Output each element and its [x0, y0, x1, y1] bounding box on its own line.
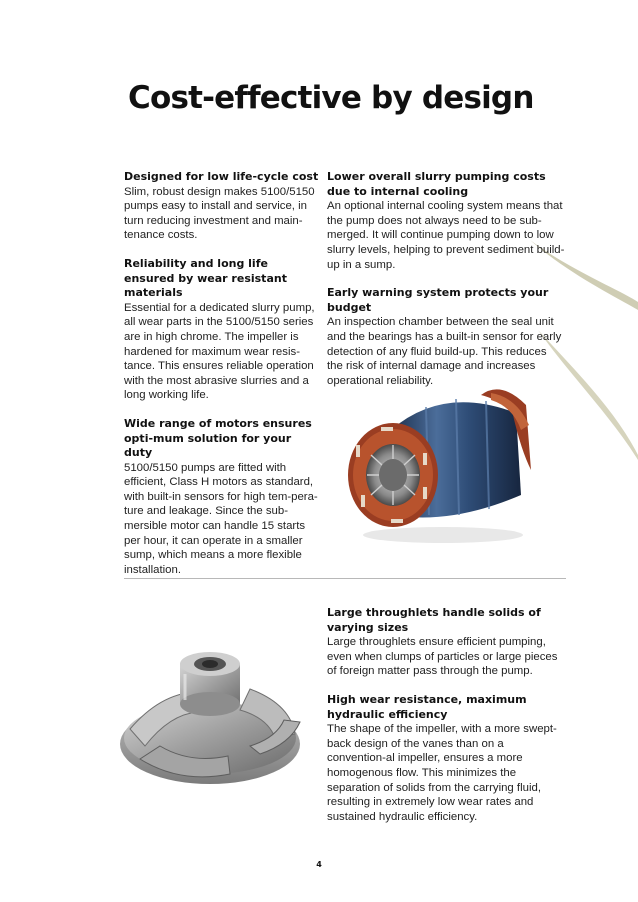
section-heading: Large throughlets handle solids of varying sizes — [327, 606, 541, 634]
right-column — [327, 170, 565, 402]
section-heading: Reliability and long life ensured by wear resistant materials — [124, 256, 287, 300]
section-low-life-cycle-cost — [124, 170, 320, 243]
section-divider — [124, 578, 566, 579]
section-body: Large throughlets ensure efficient pumping, even when clumps of particles or large pieces of foreign matter pass through the pump. — [327, 636, 558, 678]
page-title: Cost-effective by design — [128, 80, 534, 116]
section-body: 5100/5150 pumps are fitted with efficient, Class H motors as standard, with built-in sensors for high tem-pera-ture and leakage. Since the sub-mersible motor can handle 15 starts per hour, it can operate in a smaller sump, which means a more flexible installation. — [124, 461, 318, 576]
section-reliability — [124, 257, 320, 403]
section-body: Essential for a dedicated slurry pump, all wear parts in the 5100/5150 series are in high chrome. The impeller is hardened for maximum wear resis-tance. This ensures reliable operation with the most abrasive slurries and a long working life. — [124, 301, 315, 402]
section-body: An inspection chamber between the seal unit and the bearings has a built-in sensor for early detection of any fluid build-up. This reduces the risk of internal damage and increases operational reliability. — [327, 316, 562, 387]
section-body: The shape of the impeller, with a more swept-back design of the vanes than on a convention-al impeller, ensures a more homogenous flow. This minimizes the separation of solids from the carrying fluid, resulting in extremely low wear rates and sustained hydraulic efficiency. — [327, 723, 557, 823]
section-wear-resistance — [327, 693, 565, 824]
section-heading: Early warning system protects your budget — [327, 286, 549, 314]
section-body: An optional internal cooling system means that the pump does not always need to be sub-merged. It will continue pumping down to low slurry levels, helping to prevent sediment build-up in a sump. — [327, 200, 565, 271]
section-heading: Designed for low life-cycle cost — [124, 170, 319, 183]
section-motors — [124, 417, 320, 578]
impeller-photo — [100, 634, 308, 804]
section-early-warning — [327, 286, 565, 388]
stator-motor-photo — [331, 375, 547, 550]
lower-right-column — [327, 606, 565, 838]
section-throughlets — [327, 606, 565, 679]
section-body: Slim, robust design makes 5100/5150 pumps easy to install and service, in turn reducing investment and main-tenance costs. — [124, 185, 315, 242]
section-heading: Lower overall slurry pumping costs due to internal cooling — [327, 170, 546, 198]
left-column — [124, 170, 320, 591]
page-number: 4 — [316, 860, 322, 869]
section-heading: High wear resistance, maximum hydraulic efficiency — [327, 692, 527, 721]
section-internal-cooling — [327, 170, 565, 272]
section-heading: Wide range of motors ensures opti-mum solution for your duty — [124, 416, 312, 460]
